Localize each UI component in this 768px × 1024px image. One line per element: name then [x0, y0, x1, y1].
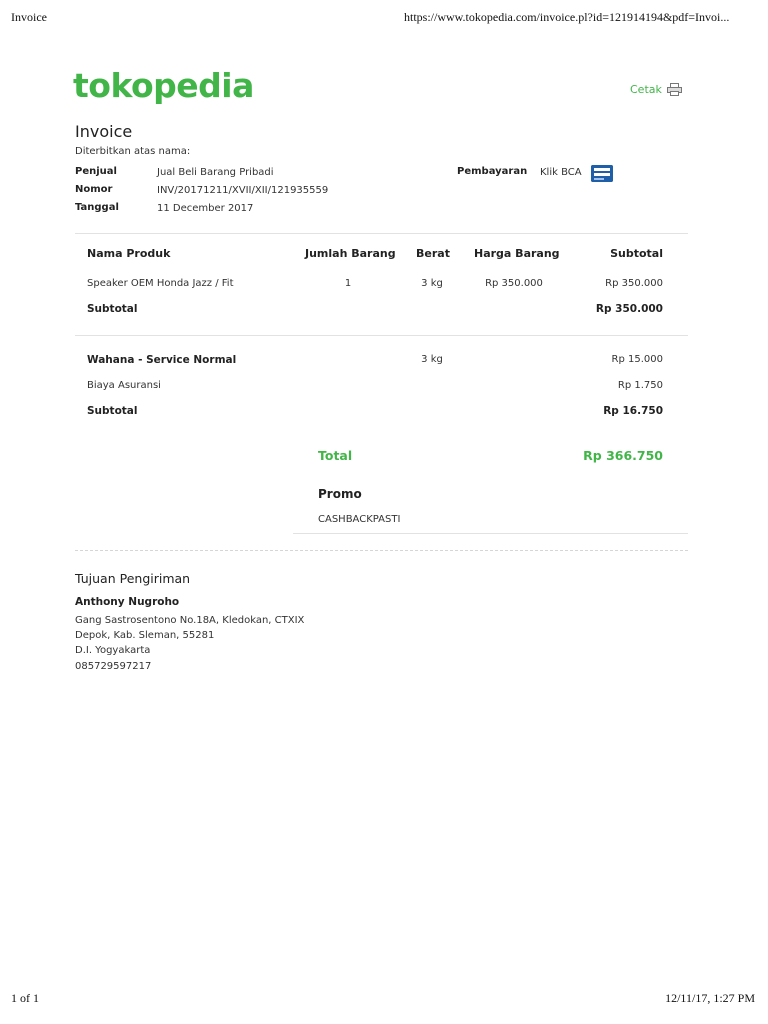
recipient-phone: 085729597217	[75, 661, 152, 672]
product-subtotal: Rp 350.000	[605, 278, 663, 289]
print-button[interactable]	[630, 83, 682, 96]
product-name: Speaker OEM Honda Jazz / Fit	[87, 278, 234, 289]
dashed-separator	[75, 550, 688, 551]
payment-value: Klik BCA	[540, 167, 582, 178]
invoice-title: Invoice	[75, 122, 133, 141]
print-footer-datetime: 12/11/17, 1:27 PM	[665, 991, 755, 1005]
shipping-service-name: Wahana - Service Normal	[87, 354, 237, 366]
product-subtotal-value: Rp 350.000	[595, 303, 663, 315]
insurance-label: Biaya Asuransi	[87, 380, 161, 391]
address-line-2: Depok, Kab. Sleman, 55281	[75, 630, 215, 641]
table-top-divider	[75, 233, 688, 234]
seller-label: Penjual	[75, 166, 117, 177]
promo-label: Promo	[318, 487, 362, 501]
print-header-url: https://www.tokopedia.com/invoice.pl?id=121914194&pdf=Invoi...	[404, 10, 730, 24]
shipping-subtotal-value: Rp 16.750	[603, 405, 663, 417]
insurance-value: Rp 1.750	[617, 380, 663, 391]
payment-label: Pembayaran	[457, 166, 528, 177]
total-label: Total	[318, 448, 353, 463]
product-weight: 3 kg	[421, 278, 443, 289]
promo-divider	[293, 533, 688, 534]
shipping-cost: Rp 15.000	[611, 354, 663, 365]
header-subtotal: Subtotal	[610, 247, 663, 260]
print-label: Cetak	[630, 83, 662, 96]
print-header-title: Invoice	[11, 10, 47, 24]
header-weight: Berat	[416, 247, 450, 260]
issued-to-label: Diterbitkan atas nama:	[75, 146, 191, 157]
shipping-weight: 3 kg	[421, 354, 443, 365]
recipient-name: Anthony Nugroho	[75, 596, 180, 608]
section-divider	[75, 335, 688, 336]
header-price: Harga Barang	[474, 247, 560, 260]
date-label: Tanggal	[75, 202, 119, 213]
shipping-subtotal-label: Subtotal	[87, 405, 138, 417]
shipping-address-heading: Tujuan Pengiriman	[75, 571, 191, 586]
print-footer-page: 1 of 1	[11, 991, 39, 1005]
seller-value: Jual Beli Barang Pribadi	[157, 167, 274, 178]
promo-code: CASHBACKPASTI	[318, 514, 401, 525]
header-quantity: Jumlah Barang	[305, 247, 396, 260]
klikbca-icon	[591, 165, 613, 182]
printer-icon	[667, 83, 682, 96]
tokopedia-logo: tokopedia	[73, 66, 254, 105]
product-quantity: 1	[344, 278, 352, 289]
address-line-3: D.I. Yogyakarta	[75, 645, 151, 656]
header-product-name: Nama Produk	[87, 247, 171, 260]
number-value: INV/20171211/XVII/XII/121935559	[157, 185, 329, 196]
number-label: Nomor	[75, 184, 113, 195]
address-line-1: Gang Sastrosentono No.18A, Kledokan, CTXIX	[75, 615, 305, 626]
total-value: Rp 366.750	[583, 448, 663, 463]
product-subtotal-label: Subtotal	[87, 303, 138, 315]
date-value: 11 December 2017	[157, 203, 254, 214]
product-price: Rp 350.000	[485, 278, 543, 289]
